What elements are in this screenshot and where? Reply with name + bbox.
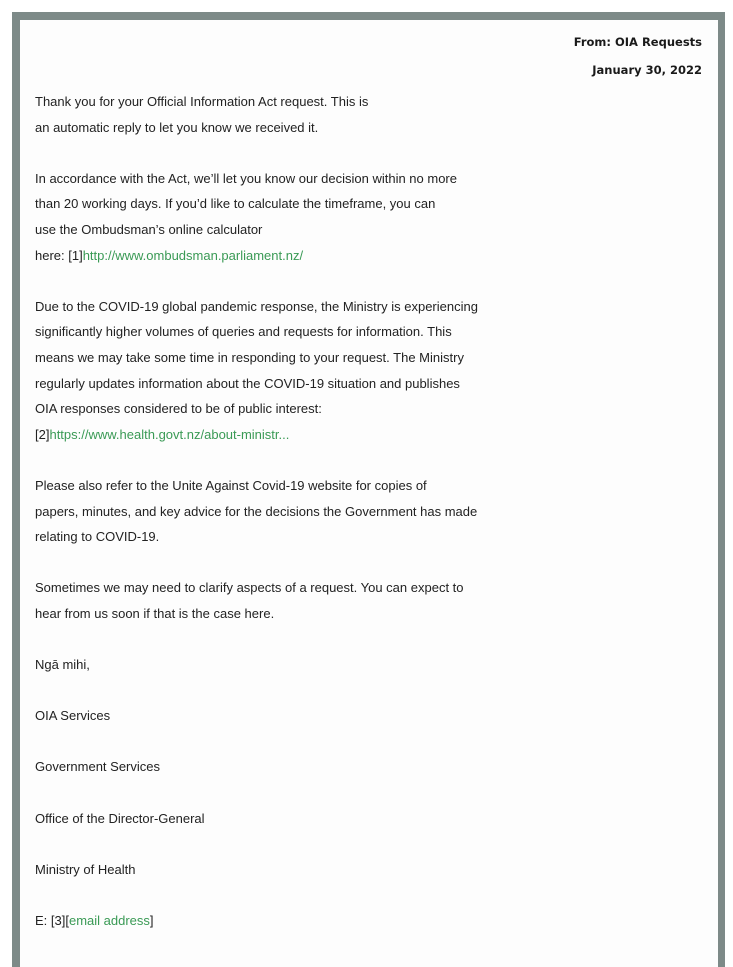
- signature-organisation: Ministry of Health: [35, 861, 136, 877]
- date-line: January 30, 2022: [592, 63, 702, 77]
- text-line: In accordance with the Act, we’ll let you know our decision within no more: [35, 170, 457, 186]
- text-line: significantly higher volumes of queries and requests for information. This: [35, 324, 452, 340]
- text-line: means we may take some time in responding to your request. The Ministry: [35, 349, 464, 365]
- email-link[interactable]: email address: [68, 913, 150, 928]
- signature-team: OIA Services: [35, 708, 111, 724]
- text-line: Due to the COVID-19 global pandemic response, the Ministry is experiencing: [35, 298, 478, 314]
- reference-prefix: here: [1]: [35, 247, 83, 263]
- text-line: relating to COVID-19.: [35, 529, 160, 545]
- paragraph-clarify: [35, 575, 505, 626]
- paragraph-acknowledgement: [35, 89, 505, 140]
- text-line: [35, 422, 505, 448]
- letter-body: [35, 89, 505, 959]
- sender-line: From: OIA Requests: [573, 35, 702, 49]
- text-line: Sometimes we may need to clarify aspects of a request. You can expect to: [35, 580, 464, 596]
- email-line: [35, 908, 505, 934]
- text-line: hear from us soon if that is the case here.: [35, 605, 275, 621]
- text-line: an automatic reply to let you know we received it.: [35, 119, 319, 135]
- signoff: Ngā mihi,: [35, 657, 90, 673]
- text-line: papers, minutes, and key advice for the decisions the Government has made: [35, 503, 478, 519]
- text-line: OIA responses considered to be of public interest:: [35, 401, 322, 417]
- signature-office: Office of the Director-General: [35, 810, 205, 826]
- reference-prefix: [2]: [35, 426, 50, 442]
- health-ministry-link[interactable]: https://www.health.govt.nz/about-ministr...: [49, 426, 290, 442]
- text-line: use the Ombudsman’s online calculator: [35, 221, 263, 237]
- paragraph-covid-response: [35, 294, 505, 448]
- ombudsman-link[interactable]: http://www.ombudsman.parliament.nz/: [82, 247, 304, 263]
- paragraph-timeframe: [35, 166, 505, 268]
- letter-page: [20, 20, 718, 967]
- text-line: regularly updates information about the COVID-19 situation and publishes: [35, 375, 460, 391]
- text-line: Please also refer to the Unite Against Covid-19 website for copies of: [35, 477, 427, 493]
- signature-group: Government Services: [35, 759, 160, 775]
- text-line: than 20 working days. If you’d like to calculate the timeframe, you can: [35, 196, 436, 212]
- paragraph-unite-against-covid: [35, 473, 505, 550]
- email-prefix: E: [3][: [35, 913, 69, 928]
- email-suffix: ]: [149, 913, 154, 928]
- text-line: Thank you for your Official Information Act request. This is: [35, 94, 369, 109]
- text-line: [35, 243, 505, 269]
